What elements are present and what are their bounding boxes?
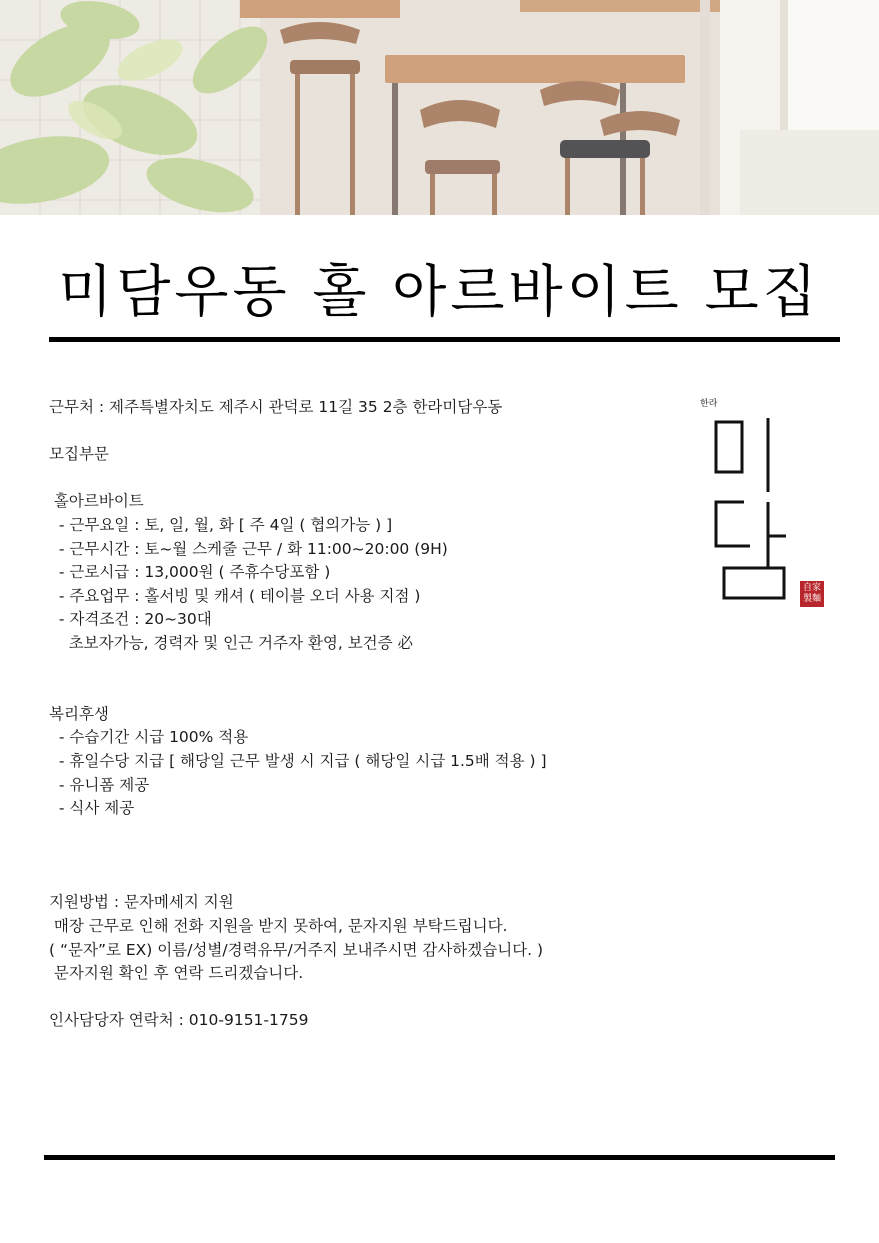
logo-small-text: 한라	[700, 399, 718, 409]
welfare-item: - 유니폼 제공	[49, 775, 150, 794]
welfare-item: - 수습기간 시급 100% 적용	[49, 728, 249, 747]
posting-body	[49, 396, 669, 1033]
job-detail-duty: - 주요업무 : 홀서빙 및 캐셔 ( 테이블 오더 사용 지점 )	[49, 586, 421, 605]
job-detail-qualification: - 자격조건 : 20~30대	[49, 610, 212, 629]
recruit-section-heading: 모집부문	[49, 445, 109, 464]
hero-photo	[0, 0, 879, 215]
welfare-item: - 휴일수당 지급 [ 해당일 근무 발생 시 지급 ( 해당일 시급 1.5배 적용 ) ]	[49, 751, 547, 770]
job-title: 홀아르바이트	[49, 492, 144, 511]
midam-logo	[700, 396, 840, 616]
seal-stamp: 自家 製麵	[800, 581, 824, 607]
workplace-line: 근무처 : 제주특별자치도 제주시 관덕로 11길 35 2층 한라미담우동	[49, 398, 503, 416]
apply-format-line: ( “문자”로 EX) 이름/성별/경력유무/거주지 보내주시면 감사하겠습니다. )	[49, 940, 544, 959]
job-detail-wage: - 근로시급 : 13,000원 ( 주휴수당포함 )	[49, 563, 331, 582]
job-detail-hours: - 근무시간 : 토~월 스케줄 근무 / 화 11:00~20:00 (9H)	[49, 539, 448, 558]
logo-mark	[710, 418, 810, 618]
welfare-item: - 식사 제공	[49, 799, 135, 818]
cafe-interior-illustration	[0, 0, 879, 215]
apply-note-line: 매장 근무로 인해 전화 지원을 받지 못하여, 문자지원 부탁드립니다.	[49, 917, 508, 936]
job-detail-day: - 근무요일 : 토, 일, 월, 화 [ 주 4일 ( 협의가능 ) ]	[49, 515, 393, 534]
footer-divider	[44, 1155, 835, 1160]
apply-confirm-line: 문자지원 확인 후 연락 드리겠습니다.	[49, 964, 304, 983]
welfare-section-heading: 복리후생	[49, 704, 109, 723]
contact-line: 인사담당자 연락처 : 010-9151-1759	[49, 1011, 309, 1030]
apply-method-line: 지원방법 : 문자메세지 지원	[49, 893, 234, 912]
title-divider	[49, 337, 840, 342]
page-title: 미담우동 홀 아르바이트 모집	[58, 260, 821, 325]
job-detail-note: 초보자가능, 경력자 및 인근 거주자 환영, 보건증 必	[49, 633, 414, 652]
